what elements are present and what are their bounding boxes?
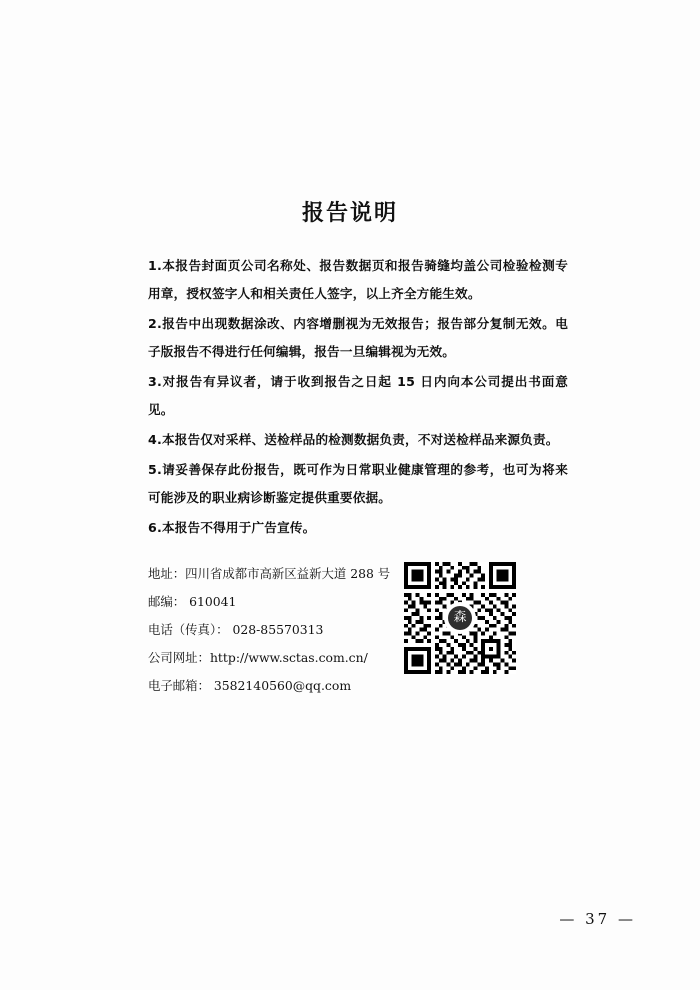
clause-list bbox=[148, 252, 568, 544]
clause-item: 6.本报告不得用于广告宣传。 bbox=[148, 520, 316, 535]
qr-center-logo-text: 森 bbox=[448, 606, 472, 630]
contact-block bbox=[148, 560, 398, 700]
contact-website[interactable]: 公司网址：http://www.sctas.com.cn/ bbox=[148, 650, 368, 665]
qr-center-logo bbox=[444, 602, 476, 634]
clause-item: 2.报告中出现数据涂改、内容增删视为无效报告；报告部分复制无效。电子版报告不得进行任何编辑，报告一旦编辑视为无效。 bbox=[148, 316, 568, 359]
contact-phone: 电话（传真）： 028-85570313 bbox=[148, 622, 324, 637]
contact-email[interactable]: 电子邮箱： 3582140560@qq.com bbox=[148, 678, 352, 693]
contact-address: 地址：四川省成都市高新区益新大道 288 号 bbox=[148, 566, 391, 581]
clause-item: 3.对报告有异议者，请于收到报告之日起 15 日内向本公司提出书面意见。 bbox=[148, 374, 568, 417]
contact-postcode: 邮编： 610041 bbox=[148, 594, 237, 609]
qr-code bbox=[404, 562, 516, 674]
clause-item: 1.本报告封面页公司名称处、报告数据页和报告骑缝均盖公司检验检测专用章，授权签字人和相关责任人签字，以上齐全方能生效。 bbox=[148, 258, 568, 301]
clause-item: 4.本报告仅对采样、送检样品的检测数据负责，不对送检样品来源负责。 bbox=[148, 432, 559, 447]
clause-item: 5.请妥善保存此份报告，既可作为日常职业健康管理的参考，也可为将来可能涉及的职业病诊断鉴定提供重要依据。 bbox=[148, 462, 568, 505]
page-title: 报告说明 bbox=[301, 200, 398, 226]
page-number: — 37 — bbox=[559, 910, 636, 928]
